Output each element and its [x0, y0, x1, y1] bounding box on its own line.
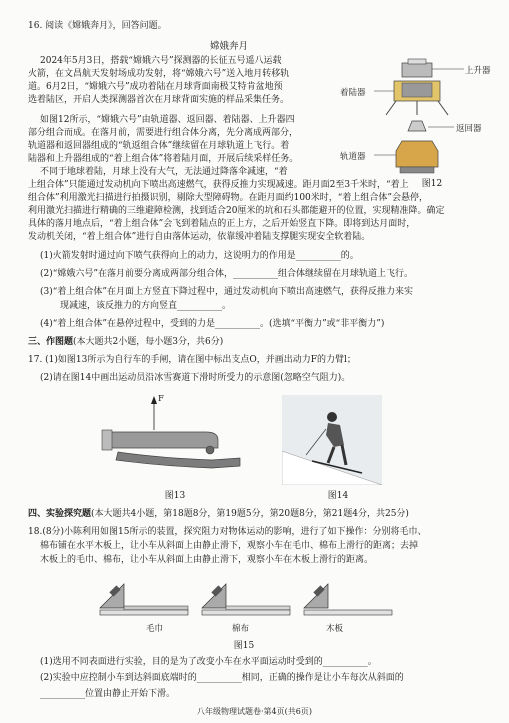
- q16-item-3: (3)“着上组合体”在月面上方竖直下降过程中，通过发动机向下喷出高速燃气，获得反推力来实: [40, 287, 413, 297]
- force-label-f: F: [158, 394, 164, 404]
- p1-line: 道。6月2日，“嫦娥六号”成功着陆在月球背面南极艾特肯盆地预: [28, 82, 283, 92]
- q17-part1: 17. (1)如图13所示为自行车的手闸，请在图中标出支点O，并画出动力F的力臂l；: [28, 355, 356, 365]
- label-ascender: 上升器: [465, 66, 491, 76]
- section3-note: (本大题共2小题，每小题3分，共6分): [73, 337, 224, 347]
- p1-line: 2024年5月3日，搭载“嫦娥六号”探测器的长征五号遥八运载: [40, 56, 282, 66]
- surface-label-cotton: 棉布: [232, 624, 250, 634]
- p3-line: 发动机关闭，“着上组合体”进行自由落体运动，依靠缓冲着陆支撑腿实现安全软着陆。: [28, 232, 371, 242]
- q17-part2: (2)请在图14中画出运动员沿冰雪赛道下滑时所受力的示意图(忽略空气阻力)。: [40, 373, 351, 383]
- q16-item-2: (2)“嫦娥六号”在落月前要分离成两部分组合体，__________组合体继续留在月球轨道上飞行。: [40, 269, 413, 279]
- q18-item-1: (1)选用不同表面进行实验，目的是为了改变小车在水平面运动时受到的__________。: [40, 657, 377, 667]
- ramp-board: [304, 584, 392, 615]
- p3-line: 具体的落月地点后，“着上组合体”会飞到着陆点的正上方，之后开始竖直下降。即将到达月面时，: [28, 219, 416, 229]
- p3-line: 利用激光扫描进行精确的三维避障检测，找到适合20厘米的坑和石头都能避开的位置，实现精准降。确定: [28, 206, 445, 216]
- ascender-illustration: [402, 59, 464, 77]
- returner-illustration: [408, 121, 454, 131]
- q16-item-1: (1)火箭发射时通过向下喷气获得向上的动力，这说明力的作用是__________的。: [40, 251, 359, 261]
- bicycle-brake-lever-diagram: [100, 392, 250, 482]
- q18-item-2: (2)实验中应控制小车到达斜面底端时的__________相同，正确的操作是让小车每次从斜面的: [40, 673, 404, 683]
- section4-title: 四、实验探究题: [28, 509, 92, 519]
- p1-line: 选着陆区，开启人类探测器首次在月球背面实施的样品采集任务。: [28, 95, 290, 105]
- q18-stem: 木板上的毛巾、棉布，让小车从斜面上由静止滑下，观察小车在木板上滑行的距离。: [40, 555, 374, 565]
- q18-item-2-cont: __________位置由静止开始下滑。: [40, 689, 176, 699]
- q16-heading: 16. 阅读《嫦娥奔月》，回答问题。: [28, 21, 167, 31]
- surface-label-board: 木板: [326, 624, 344, 634]
- section3-title: 三、作图题: [28, 337, 74, 347]
- skier-on-slope-illustration: [282, 395, 382, 485]
- p3-line: 不同于地球着陆，月球上没有大气，无法通过降落伞减速，“着: [40, 167, 288, 177]
- article-title: 嫦娥奔月: [210, 41, 249, 52]
- q16-item-4: (4)“着上组合体”在悬停过程中，受到的力是__________。(选填“平衡力”或“非平衡力”): [40, 319, 385, 329]
- p3-line: 组合体”利用激光扫描进行拍摄识别，剔除大型障碍物。在距月面约100米时，“着上组合体”会悬停，: [28, 193, 428, 203]
- q16-item-3-cont: 现减速，该反推力的方向竖直__________。: [60, 301, 232, 311]
- fig13-caption: 图13: [164, 491, 186, 501]
- q18-stem: 棉布铺在水平木板上，让小车从斜面上由静止滑下，观察小车在毛巾、棉布上滑行的距离；去掉: [40, 541, 419, 551]
- label-orbiter: 轨道器: [340, 152, 366, 162]
- p2-line: 部分组合而成。在落月前，需要进行组合体分离，先分离成两部分，: [28, 128, 299, 138]
- label-lander: 着陆器: [340, 88, 366, 98]
- section4-note: (本大题共4小题，第18题8分，第19题5分，第20题8分，第21题4分，共25分): [91, 509, 409, 519]
- p2-line: 如图12所示，“嫦娥六号”由轨道器、返回器、着陆器、上升器四: [40, 115, 295, 125]
- label-returner: 返回器: [456, 124, 482, 134]
- p1-line: 火箭，在文昌航天发射场成功发射，将“嫦娥六号”送入地月转移轨: [28, 69, 290, 79]
- fig15-caption: 图15: [233, 641, 255, 651]
- fig12-caption: 图12: [421, 179, 443, 189]
- p2-line: 陆器和上升器组成的“着上组合体”将着陆月面，开展后续采样任务。: [28, 154, 299, 164]
- page-footer: 八年级物理试题卷·第4页(共6页): [197, 707, 312, 716]
- ramp-towel: [100, 584, 188, 615]
- ramp-cotton: [202, 584, 290, 615]
- p2-line: 轨道器和返回器组成的“轨返组合体”继续留在月球轨道上飞行。着: [28, 141, 290, 151]
- fig14-caption: 图14: [327, 491, 349, 501]
- section3-heading: [28, 336, 490, 349]
- section4-heading: [28, 508, 490, 521]
- surface-label-towel: 毛巾: [146, 624, 164, 634]
- q18-stem: 18.(8分)小陈利用如图15所示的装置，探究阻力对物体运动的影响，进行了如下操作：分别将毛巾、: [28, 527, 427, 537]
- lander-illustration: [374, 81, 448, 115]
- orbiter-illustration: [374, 141, 438, 173]
- p3-line: 上组合体”只能通过发动机向下喷出高速燃气，获得反推力实现减速。距月面2至3千米时，“着上: [28, 180, 409, 190]
- three-ramp-setups-diagram: [96, 574, 396, 622]
